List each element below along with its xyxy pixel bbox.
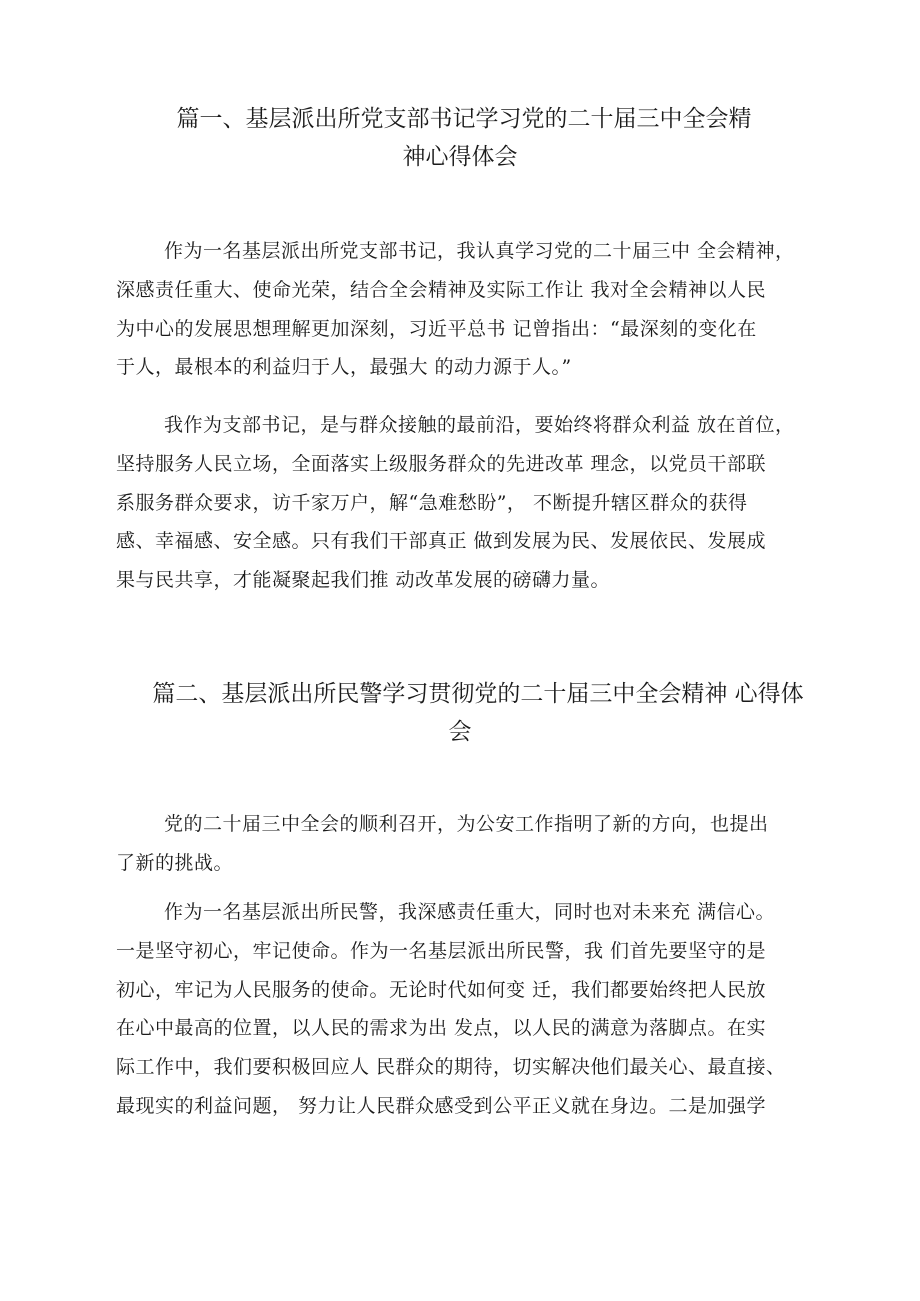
text-line: 深感责任重大、使命光荣，结合全会精神及实际工作让 我对全会精神以人民	[116, 278, 767, 301]
text-line: 作为一名基层派出所党支部书记，我认真学习党的二十届三中 全会精神，	[164, 240, 795, 262]
title-line: 会	[448, 719, 472, 745]
text-line: 系服务群众要求，访千家万户，解“急难愁盼”， 不断提升辖区群众的获得	[116, 491, 748, 514]
text-line: 坚持服务人民立场，全面落实上级服务群众的先进改革 理念，以党员干部联	[116, 452, 767, 475]
section-title-2	[0, 675, 920, 751]
text-line: 际工作中，我们要积极回应人 民群众的期待，切实解决他们最关心、最直接、	[116, 1056, 786, 1079]
paragraph	[116, 232, 846, 387]
text-line: 感、幸福感、安全感。只有我们干部真正 做到发展为民、发展依民、发展成	[116, 530, 767, 553]
text-line: 作为一名基层派出所民警，我深感责任重大，同时也对未来充 满信心。	[164, 901, 776, 923]
paragraph	[116, 406, 846, 600]
paragraph	[116, 805, 846, 883]
text-line: 为中心的发展思想理解更加深刻，习近平总书 记曾指出：“最深刻的变化在	[116, 317, 757, 340]
paragraph	[116, 893, 846, 1126]
text-line: 我作为支部书记，是与群众接触的最前沿，要始终将群众利益 放在首位，	[164, 414, 795, 436]
title-line: 神心得体会	[402, 144, 518, 170]
text-line: 了新的挑战。	[116, 851, 234, 874]
title-line: 篇二、基层派出所民警学习贯彻党的二十届三中全会精神 心得体	[152, 681, 804, 707]
text-line: 最现实的利益问题， 努力让人民群众感受到公平正义就在身边。二是加强学	[116, 1094, 767, 1117]
section-title-1	[0, 100, 920, 176]
text-line: 一是坚守初心，牢记使命。作为一名基层派出所民警，我 们首先要坚守的是	[116, 939, 767, 962]
title-line: 篇一、基层派出所党支部书记学习党的二十届三中全会精	[176, 106, 752, 132]
text-line: 果与民共享，才能凝聚起我们推 动改革发展的磅礴力量。	[116, 569, 611, 592]
text-line: 于人，最根本的利益归于人，最强大 的动力源于人。”	[116, 356, 572, 379]
text-line: 初心，牢记为人民服务的使命。无论时代如何变 迁，我们都要始终把人民放	[116, 978, 767, 1001]
text-line: 党的二十届三中全会的顺利召开，为公安工作指明了新的方向，也提出	[164, 813, 769, 835]
text-line: 在心中最高的位置，以人民的需求为出 发点，以人民的满意为落脚点。在实	[116, 1017, 767, 1040]
